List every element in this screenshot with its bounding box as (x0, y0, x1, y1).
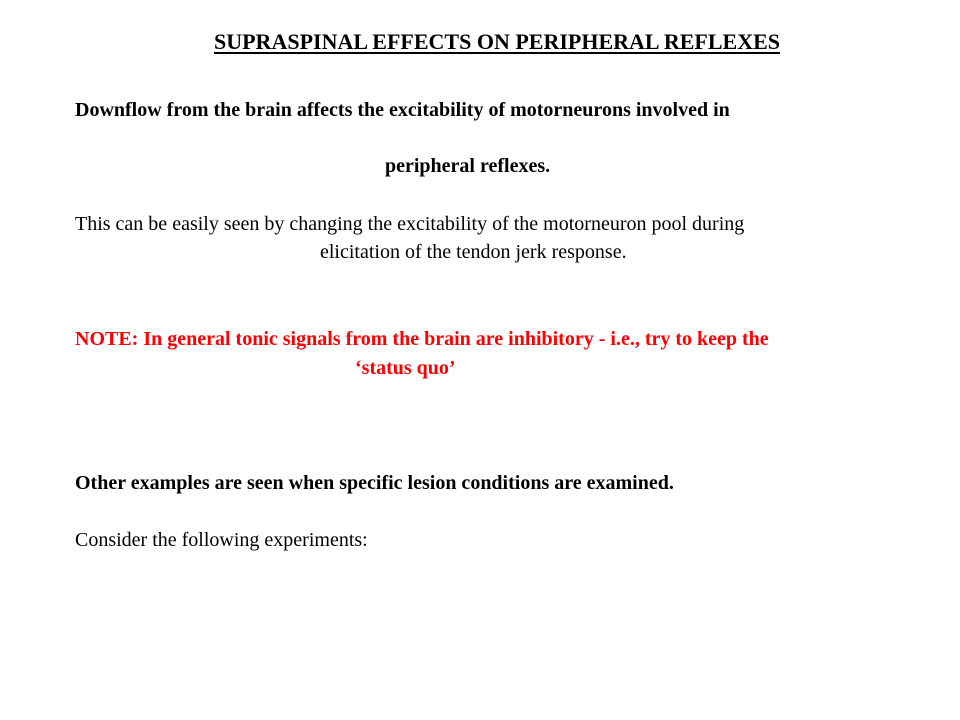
excitability-text-line-1: This can be easily seen by changing the excitability of the motorneuron pool during (75, 213, 745, 235)
note-text-line-2: ‘status quo’ (355, 357, 456, 379)
lesion-examples-text: Other examples are seen when specific lesion conditions are examined. (75, 472, 674, 494)
experiments-intro-text: Consider the following experiments: (75, 529, 368, 551)
note-text-line-1: NOTE: In general tonic signals from the brain are inhibitory - i.e., try to keep the (75, 328, 769, 350)
downflow-text-line-2: peripheral reflexes. (385, 155, 551, 177)
page-title: SUPRASPINAL EFFECTS ON PERIPHERAL REFLEXES (214, 29, 780, 54)
downflow-text-line-1: Downflow from the brain affects the excitability of motorneurons involved in (75, 99, 730, 121)
excitability-text-line-2: elicitation of the tendon jerk response. (320, 241, 627, 263)
